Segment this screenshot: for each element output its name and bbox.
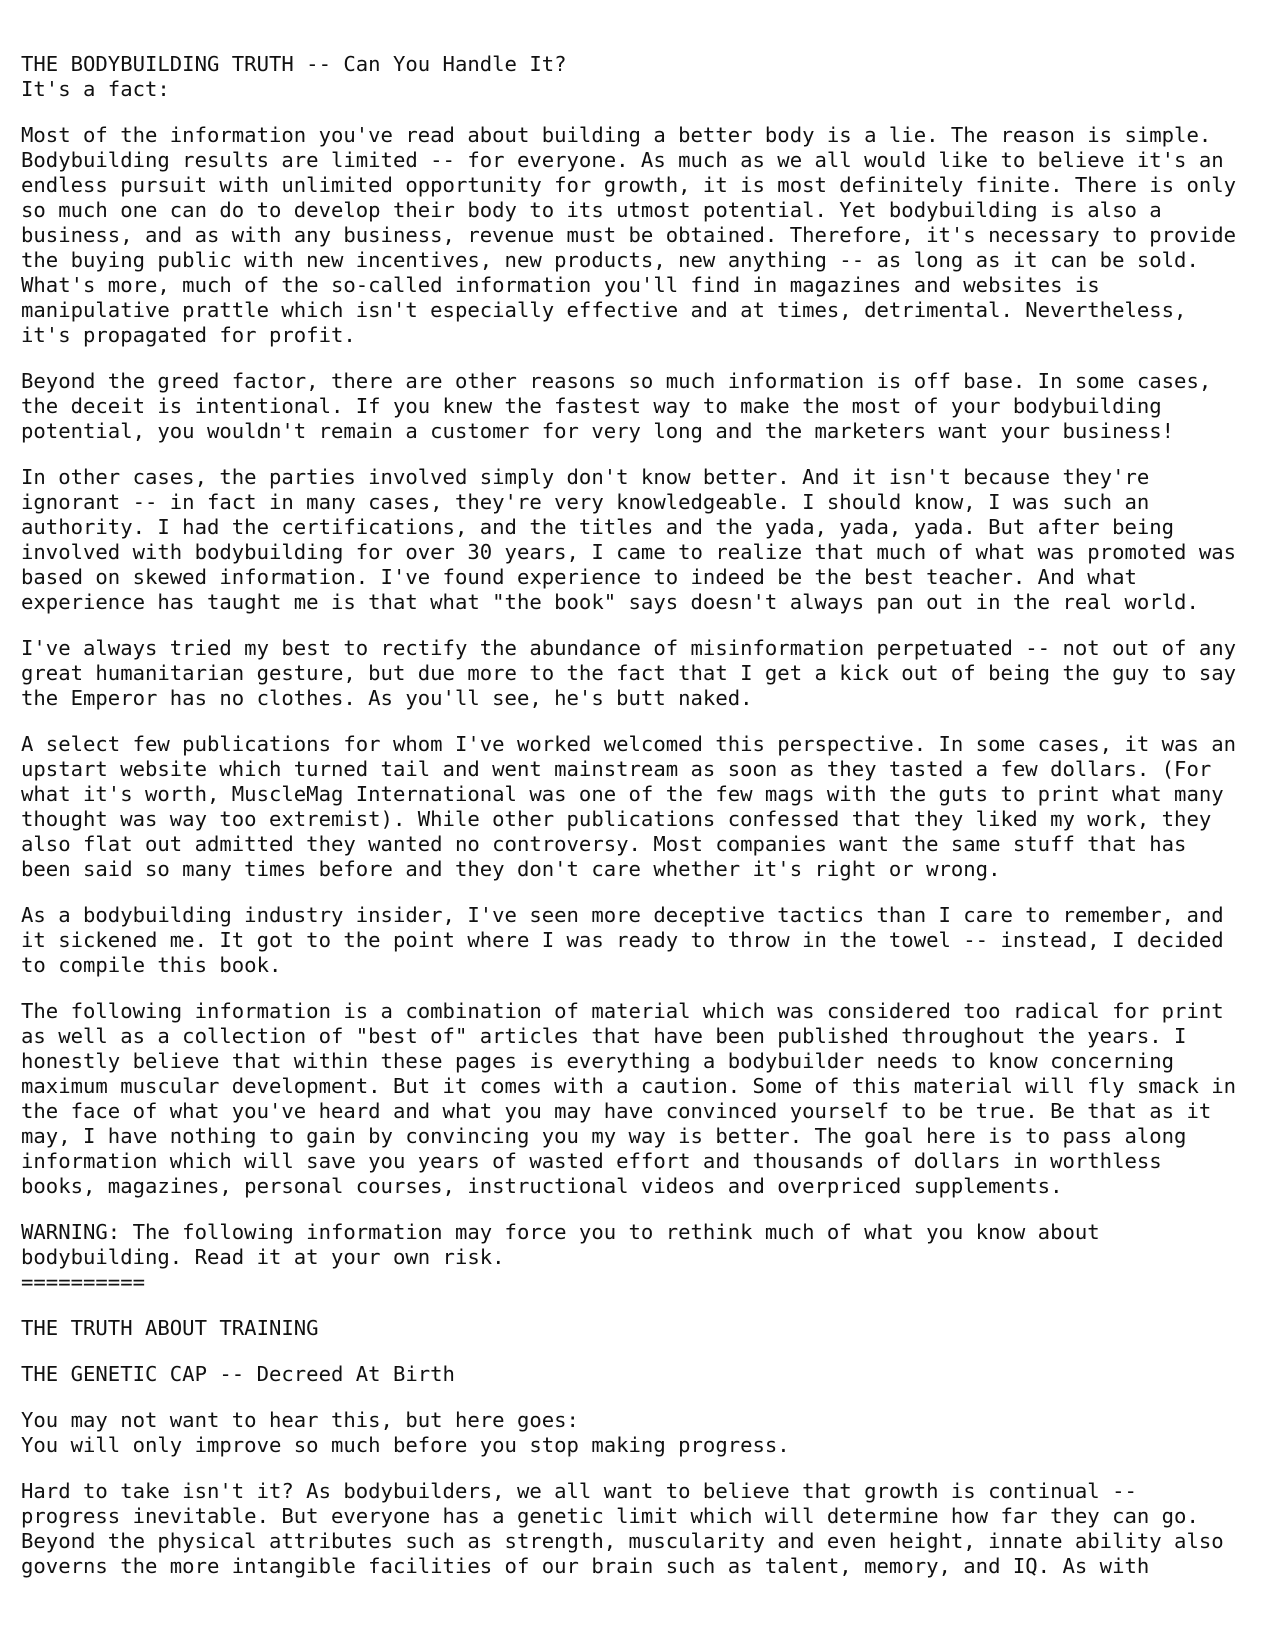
paragraph-1: Most of the information you've read about building a better body is a lie. The reason is simple. Bodybuilding results are limited -- for everyone. As much as we all would like to believe it's an endless pursuit with unlimited opportunity for growth, it is most definitely finite. There is only so much one can do to develop their body to its utmost potential. Yet bodybuilding is also a business, and as with any business, revenue must be obtained. Therefore, it's necessary to provide the buying public with new incentives, new products, new anything -- as long as it can be sold. What's more, much of the so-called information you'll find in magazines and websites is manipulative prattle which isn't especially effective and at times, detrimental. Nevertheless, it's propagated for profit. [21, 123, 1237, 347]
paragraph-7: The following information is a combination of material which was considered too radical for print as well as a collection of "best of" articles that have been published throughout the years. I honestly believe that within these pages is everything a bodybuilder needs to know concerning maximum muscular development. But it comes with a caution. Some of this material will fly smack in the face of what you've heard and what you may have convinced yourself to be true. Be that as it may, I have nothing to gain by convincing you my way is better. The goal here is to pass along information which will save you years of wasted effort and thousands of dollars in worthless books, magazines, personal courses, instructional videos and overpriced supplements. [21, 999, 1237, 1198]
paragraph-6: As a bodybuilding industry insider, I've seen more deceptive tactics than I care to remember, and it sickened me. It got to the point where I was ready to throw in the towel -- instead, I decided to compile this book. [21, 903, 1224, 977]
section-heading: THE TRUTH ABOUT TRAINING [21, 1316, 319, 1340]
paragraph-8: You may not want to hear this, but here goes: You will only improve so much before you stop making progress. [21, 1408, 790, 1457]
warning-paragraph: WARNING: The following information may force you to rethink much of what you know about bodybuilding. Read it at your own risk. [21, 1220, 1100, 1269]
paragraph-5: A select few publications for whom I've worked welcomed this perspective. In some cases, it was an upstart website which turned tail and went mainstream as soon as they tasted a few dollars. (For what it's worth, MuscleMag International was one of the few mags with the guts to print what many thought was way too extremist). While other publications confessed that they liked my work, they also flat out admitted they wanted no controversy. Most companies want the same stuff that has been said so many times before and they don't care whether it's right or wrong. [21, 732, 1237, 881]
paragraph-9: Hard to take isn't it? As bodybuilders, we all want to believe that growth is continual -- progress inevitable. But everyone has a genetic limit which will determine how far they can go. Beyond the physical attributes such as strength, muscularity and even height, innate ability also governs the more intangible facilities of our brain such as talent, memory, and IQ. As with [21, 1479, 1224, 1578]
subsection-heading: THE GENETIC CAP -- Decreed At Birth [21, 1362, 455, 1386]
paragraph-3: In other cases, the parties involved simply don't know better. And it isn't because they're ignorant -- in fact in many cases, they're very knowledgeable. I should know, I was such an authority. I had the certifications, and the titles and the yada, yada, yada. But after being involved with bodybuilding for over 30 years, I came to realize that much of what was promoted was based on skewed information. I've found experience to indeed be the best teacher. And what experience has taught me is that what "the book" says doesn't always pan out in the real world. [21, 465, 1237, 614]
intro-line: It's a fact: [21, 77, 170, 101]
separator-rule: ========== [21, 1270, 145, 1294]
document-page [21, 52, 1261, 1579]
paragraph-2: Beyond the greed factor, there are other reasons so much information is off base. In some cases, the deceit is intentional. If you knew the fastest way to make the most of your bodybuilding potential, you wouldn't remain a customer for very long and the marketers want your business! [21, 369, 1212, 443]
paragraph-4: I've always tried my best to rectify the abundance of misinformation perpetuated -- not out of any great humanitarian gesture, but due more to the fact that I get a kick out of being the guy to say the Emperor has no clothes. As you'll see, he's butt naked. [21, 636, 1237, 710]
document-title: THE BODYBUILDING TRUTH -- Can You Handle It? [21, 52, 567, 76]
